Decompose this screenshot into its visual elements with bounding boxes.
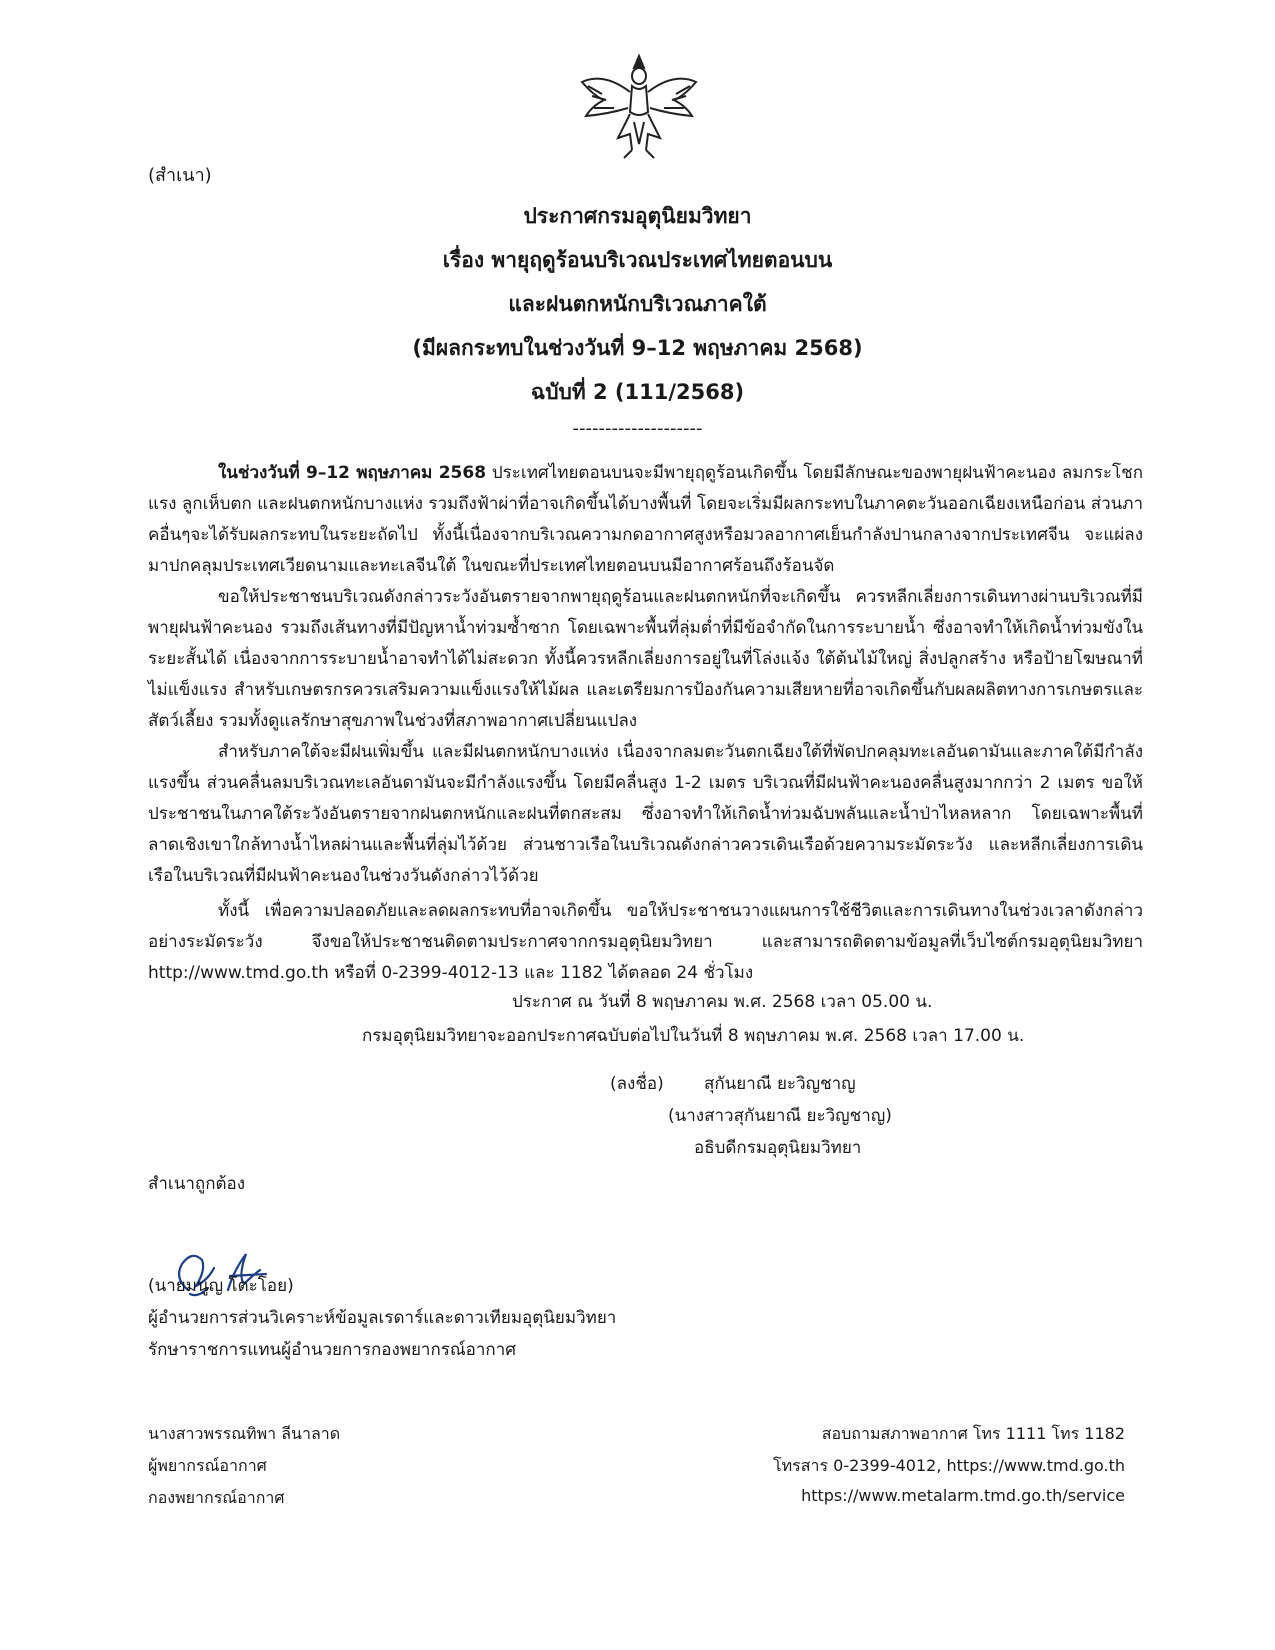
title-line-4: (มีผลกระทบในช่วงวันที่ 9–12 พฤษภาคม 2568) — [412, 336, 863, 360]
footer-forecaster-title: ผู้พยากรณ์อากาศ — [148, 1456, 267, 1475]
signed-label: (ลงชื่อ) — [610, 1074, 664, 1094]
signatory-full-name: (นางสาวสุกันยาณี ยะวิญชาญ) — [668, 1106, 892, 1126]
title-line-3: และฝนตกหนักบริเวณภาคใต้ — [508, 292, 767, 316]
certifier-position-1: ผู้อำนวยการส่วนวิเคราะห์ข้อมูลเรดาร์และดาวเทียมอุตุนิยมวิทยา — [148, 1308, 617, 1328]
title-divider: -------------------- — [572, 418, 703, 439]
title-line-2: เรื่อง พายุฤดูร้อนบริเวณประเทศไทยตอนบน — [442, 248, 833, 272]
paragraph-3: สำหรับภาคใต้จะมีฝนเพิ่มขึ้น และมีฝนตกหนักบางแห่ง เนื่องจากลมตะวันตกเฉียงใต้ที่พัดปกคลุมทะเลอันดามันและภาคใต้มีกำลังแรงขึ้น ส่วนคลื่นลมบริเวณทะเลอันดามันจะมีกำลังแรงขึ้น โดยมีคลื่นสูง 1-2 เมตร บริเวณที่มีฝนฟ้าคะนองคลื่นสูงมากกว่า 2 เมตร ขอให้ประชาชนในภาคใต้ระวังอันตรายจากฝนตกหนักและฝนที่ตกสะสม ซึ่งอาจทำให้เกิดน้ำท่วมฉับพลันและน้ำป่าไหลหลาก โดยเฉพาะพื้นที่ลาดเชิงเขาใกล้ทางน้ำไหลผ่านและพื้นที่ลุ่มไว้ด้วย ส่วนชาวเรือในบริเวณดังกล่าวควรเดินเรือด้วยความระมัดระวัง และหลีกเลี่ยงการเดินเรือในบริเวณที่มีฝนฟ้าคะนองในช่วงวันดังกล่าวไว้ด้วย — [148, 742, 1143, 886]
paragraph-1 — [148, 458, 1143, 582]
footer-forecaster-division: กองพยากรณ์อากาศ — [148, 1488, 285, 1507]
footer-forecaster-name: นางสาวพรรณทิพา ลีนาลาด — [148, 1424, 341, 1443]
paragraph-1-text: ประเทศไทยตอนบนจะมีพายุฤดูร้อนเกิดขึ้น โดยมีลักษณะของพายุฝนฟ้าคะนอง ลมกระโชกแรง ลูกเห็บตก และฝนตกหนักบางแห่ง รวมถึงฟ้าผ่าที่อาจเกิดขึ้นได้บางพื้นที่ โดยจะเริ่มมีผลกระทบในภาคตะวันออกเฉียงเหนือก่อน ส่วนภาคอื่นๆจะได้รับผลกระทบในระยะถัดไป ทั้งนี้เนื่องจากบริเวณความกดอากาศสูงหรือมวลอากาศเย็นกำลังปานกลางจากประเทศจีน จะแผ่ลงมาปกคลุมประเทศเวียดนามและทะเลจีนใต้ ในขณะที่ประเทศไทยตอนบนมีอากาศร้อนถึงร้อนจัด — [148, 463, 1143, 576]
paragraph-1-lead: ในช่วงวันที่ 9–12 พฤษภาคม 2568 — [218, 463, 487, 483]
signatory-name: สุกันยาณี ยะวิญชาญ — [704, 1074, 856, 1094]
title-line-5: ฉบับที่ 2 (111/2568) — [530, 380, 745, 404]
issued-date: ประกาศ ณ วันที่ 8 พฤษภาคม พ.ศ. 2568 เวลา 05.00 น. — [512, 992, 933, 1012]
next-issue-note: กรมอุตุนิยมวิทยาจะออกประกาศฉบับต่อไปในวันที่ 8 พฤษภาคม พ.ศ. 2568 เวลา 17.00 น. — [362, 1026, 1025, 1046]
certified-label: สำเนาถูกต้อง — [148, 1174, 246, 1194]
footer-metalarm-link[interactable]: https://www.metalarm.tmd.go.th/service — [801, 1486, 1125, 1505]
paragraph-2: ขอให้ประชาชนบริเวณดังกล่าวระวังอันตรายจากพายุฤดูร้อนและฝนตกหนักที่จะเกิดขึ้น ควรหลีกเลี่ยงการเดินทางผ่านบริเวณที่มีพายุฝนฟ้าคะนอง รวมถึงเส้นทางที่มีปัญหาน้ำท่วมซ้ำซาก โดยเฉพาะพื้นที่ลุ่มต่ำที่มีข้อจำกัดในการระบายน้ำ ซึ่งอาจทำให้เกิดน้ำท่วมขังในระยะสั้นได้ เนื่องจากการระบายน้ำอาจทำได้ไม่สะดวก ทั้งนี้ควรหลีกเลี่ยงการอยู่ในที่โล่งแจ้ง ใต้ต้นไม้ใหญ่ สิ่งปลูกสร้าง หรือป้ายโฆษณาที่ไม่แข็งแรง สำหรับเกษตรกรควรเสริมความแข็งแรงให้ไม้ผล และเตรียมการป้องกันความเสียหายที่อาจเกิดขึ้นกับผลผลิตทางการเกษตรและสัตว์เลี้ยง รวมทั้งดูแลรักษาสุขภาพในช่วงที่สภาพอากาศเปลี่ยนแปลง — [148, 587, 1143, 731]
footer-fax-website[interactable]: โทรสาร 0-2399-4012, https://www.tmd.go.th — [773, 1456, 1125, 1475]
announcement-body — [148, 458, 1143, 989]
title-line-1: ประกาศกรมอุตุนิยมวิทยา — [523, 204, 752, 228]
certifier-position-2: รักษาราชการแทนผู้อำนวยการกองพยากรณ์อากาศ — [148, 1340, 517, 1360]
signatory-position: อธิบดีกรมอุตุนิยมวิทยา — [694, 1138, 862, 1158]
garuda-emblem — [574, 52, 704, 162]
copy-mark: (สำเนา) — [148, 165, 212, 186]
paragraph-4: ทั้งนี้ เพื่อความปลอดภัยและลดผลกระทบที่อาจเกิดขึ้น ขอให้ประชาชนวางแผนการใช้ชีวิตและการเดินทางในช่วงเวลาดังกล่าว อย่างระมัดระวัง จึงขอให้ประชาชนติดตามประกาศจากกรมอุตุนิยมวิทยา และสามารถติดตามข้อมูลที่เว็บไซต์กรมอุตุนิยมวิทยา http://www.tmd.go.th หรือที่ 0-2399-4012-13 และ 1182 ได้ตลอด 24 ชั่วโมง — [148, 901, 1143, 983]
footer-phone: สอบถามสภาพอากาศ โทร 1111 โทร 1182 — [821, 1424, 1125, 1443]
certifier-name: (นายมนูญ โดะโอย) — [148, 1276, 294, 1296]
